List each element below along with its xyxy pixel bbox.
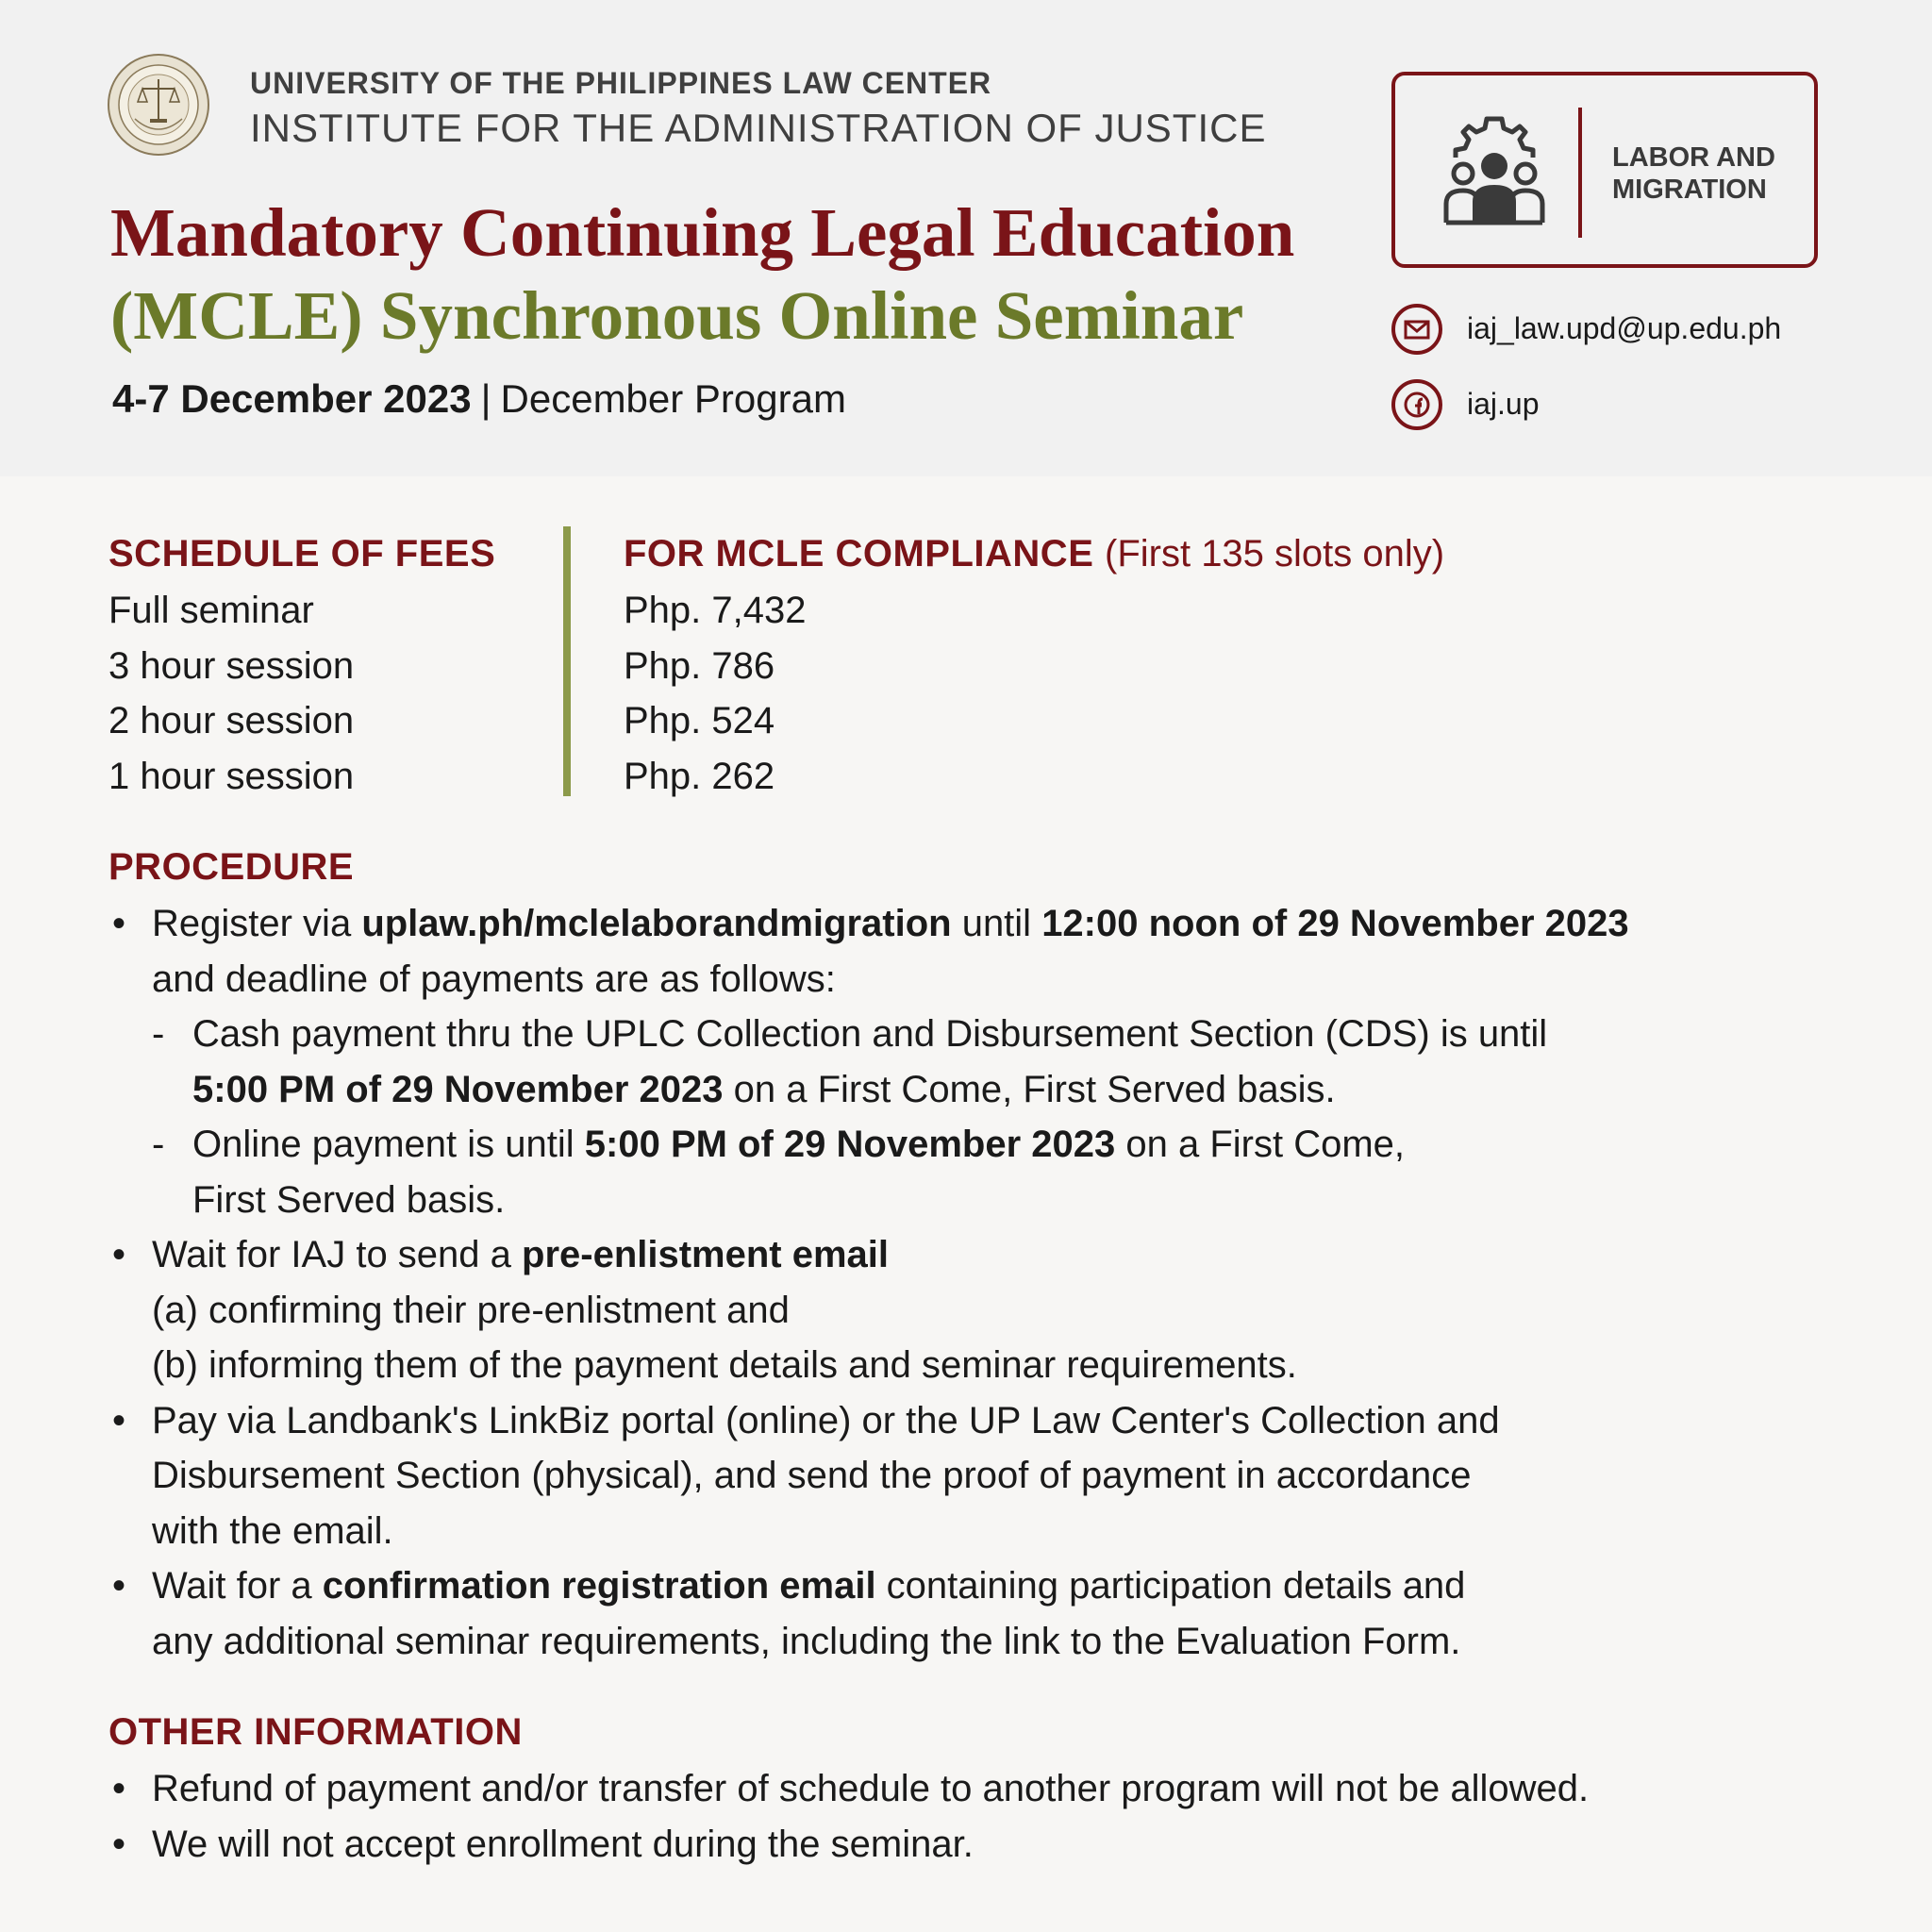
registration-link[interactable]: uplaw.ph/mclelaborandmigration xyxy=(361,903,952,944)
topic-label-line-1: LABOR AND xyxy=(1612,142,1775,173)
compliance-heading-text: FOR MCLE COMPLIANCE xyxy=(624,533,1094,575)
university-name: UNIVERSITY OF THE PHILIPPINES LAW CENTER xyxy=(250,66,992,100)
list-item: • Wait for a confirmation registration email containing participation details and xyxy=(112,1565,1466,1607)
facebook-contact xyxy=(1391,379,1844,436)
program-name: December Program xyxy=(500,376,846,421)
facebook-icon xyxy=(1391,379,1442,430)
list-item-continued: Disbursement Section (physical), and send the proof of payment in accordance xyxy=(152,1455,1472,1496)
fee-label: Full seminar xyxy=(108,590,314,631)
list-item: • Refund of payment and/or transfer of schedule to another program will not be allowed. xyxy=(112,1768,1590,1809)
team-gear-icon xyxy=(1433,111,1556,234)
slots-note: (First 135 slots only) xyxy=(1105,533,1445,575)
fees-prices xyxy=(624,530,1444,804)
other-information-heading: OTHER INFORMATION xyxy=(108,1711,523,1753)
topic-label-line-2: MIGRATION xyxy=(1612,175,1767,205)
fee-label: 1 hour session xyxy=(108,755,355,797)
mcle-compliance-heading xyxy=(624,530,1444,577)
title-line-2: (MCLE) Synchronous Online Seminar xyxy=(110,277,1244,354)
fees-labels xyxy=(108,530,495,804)
fee-label: 2 hour session xyxy=(108,700,355,741)
title-line-1: Mandatory Continuing Legal Education xyxy=(110,194,1295,271)
other-information-section xyxy=(108,1708,1882,1872)
header-banner xyxy=(0,0,1932,476)
facebook-handle[interactable]: iaj.up xyxy=(1467,387,1540,421)
fee-price: Php. 262 xyxy=(624,755,775,797)
fee-label: 3 hour session xyxy=(108,644,355,687)
list-item-continued: and deadline of payments are as follows: xyxy=(152,958,836,1000)
topic-divider xyxy=(1578,108,1582,238)
university-seal-icon xyxy=(107,53,210,157)
procedure-heading: PROCEDURE xyxy=(108,846,355,888)
date-line xyxy=(112,376,846,422)
list-item-continued: (a) confirming their pre-enlistment and xyxy=(152,1289,790,1331)
list-item: • We will not accept enrollment during the seminar. xyxy=(112,1823,974,1865)
fees-divider xyxy=(563,526,571,796)
schedule-of-fees-heading: SCHEDULE OF FEES xyxy=(108,533,496,575)
list-item: • Wait for IAJ to send a pre-enlistment email xyxy=(112,1234,890,1275)
mail-icon xyxy=(1391,304,1442,355)
sub-list-item: - Online payment is until 5:00 PM of 29 November 2023 on a First Come, xyxy=(152,1124,1406,1165)
sub-list-item-continued: 5:00 PM of 29 November 2023 on a First Come, First Served basis. xyxy=(192,1068,1336,1110)
fee-price: Php. 786 xyxy=(624,644,775,687)
topic-label xyxy=(1612,142,1775,206)
institute-name: INSTITUTE FOR THE ADMINISTRATION OF JUSTICE xyxy=(250,106,1267,150)
email-contact xyxy=(1391,304,1844,360)
list-item-continued: any additional seminar requirements, including the link to the Evaluation Form. xyxy=(152,1620,1461,1662)
sub-list-item: - Cash payment thru the UPLC Collection and Disbursement Section (CDS) is until xyxy=(152,1013,1548,1055)
list-item-continued: with the email. xyxy=(152,1509,393,1552)
seminar-date: 4-7 December 2023 xyxy=(112,376,472,421)
fee-price: Php. 7,432 xyxy=(624,590,807,631)
procedure-section xyxy=(108,843,1882,1669)
sub-list-item-continued: First Served basis. xyxy=(192,1178,506,1221)
email-address[interactable]: iaj_law.upd@up.edu.ph xyxy=(1467,311,1782,345)
topic-badge xyxy=(1391,72,1818,268)
date-separator: | xyxy=(480,376,491,421)
list-item: • Register via uplaw.ph/mclelaborandmigration until 12:00 noon of 29 November 2023 xyxy=(112,903,1629,944)
fee-price: Php. 524 xyxy=(624,700,775,741)
list-item-continued: (b) informing them of the payment details and seminar requirements. xyxy=(152,1344,1297,1386)
list-item: • Pay via Landbank's LinkBiz portal (online) or the UP Law Center's Collection and xyxy=(112,1399,1500,1441)
